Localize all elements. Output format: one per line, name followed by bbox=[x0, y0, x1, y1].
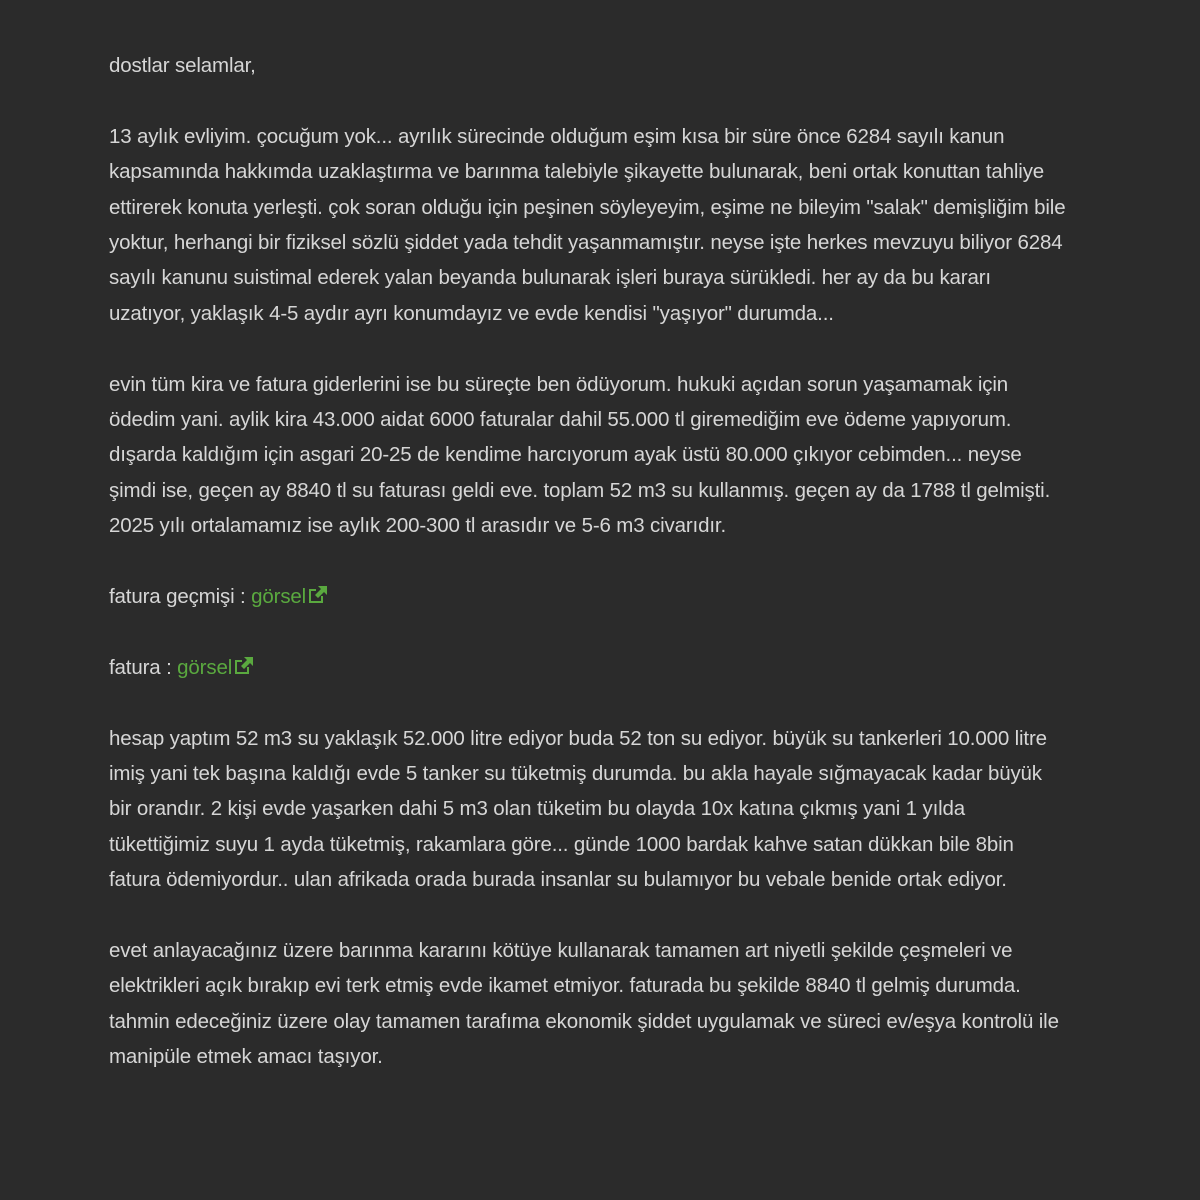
greeting-text: dostlar selamlar, bbox=[109, 54, 256, 77]
paragraph-4: evet anlayacağınız üzere barınma kararını kötüye kullanarak tamamen art niyetli şekilde çeşmeleri ve elektrikleri açık bırakıp evi terk etmiş evde ikamet etmiyor. faturada bu şekilde 8840 tl gelmiş durumda. tahmin edeceğiniz üzere olay tamamen tarafıma ekonomik şiddet uygulamak ve süreci ev/eşya kontrolü ile manipüle etmek amacı taşıyor. bbox=[109, 939, 1059, 1069]
post-content bbox=[109, 48, 1069, 1110]
bill-history-line bbox=[109, 579, 1069, 614]
paragraph-3: hesap yaptım 52 m3 su yaklaşık 52.000 litre ediyor buda 52 ton su ediyor. büyük su tankerleri 10.000 litre imiş yani tek başına kaldığı evde 5 tanker su tüketmiş durumda. bu akla hayale sığmayacak kadar büyük bir orandır. 2 kişi evde yaşarken dahi 5 m3 olan tüketim bu olayda 10x katına çıkmış yani 1 yılda tükettiğimiz suyu 1 ayda tüketmiş, rakamlara göre... günde 1000 bardak kahve satan dükkan bile 8bin fatura ödemiyordur.. ulan afrikada orada burada insanlar su bulamıyor bu vebale benide ortak ediyor. bbox=[109, 726, 1047, 892]
external-link-icon[interactable] bbox=[307, 585, 329, 605]
bill-line bbox=[109, 650, 1069, 685]
bill-history-image-link[interactable] bbox=[251, 585, 329, 608]
bill-image-link[interactable] bbox=[177, 656, 255, 679]
paragraph-1: 13 aylık evliyim. çocuğum yok... ayrılık sürecinde olduğum eşim kısa bir süre önce 6284 sayılı kanun kapsamında hakkımda uzaklaştırma ve barınma talebiyle şikayette bulunarak, beni ortak konuttan tahliye ettirerek konuta yerleşti. çok soran olduğu için peşinen söyleyeyim, eşime ne bileyim "salak" demişliğim bile yoktur, herhangi bir fiziksel sözlü şiddet yada tehdit yaşanmamıştır. neyse işte herkes mevzuyu biliyor 6284 sayılı kanunu suistimal ederek yalan beyanda bulunarak işleri buraya sürükledi. her ay da bu kararı uzatıyor, yaklaşık 4-5 aydır ayrı konumdayız ve evde kendisi "yaşıyor" durumda... bbox=[109, 124, 1066, 325]
external-link-icon[interactable] bbox=[233, 656, 255, 676]
bill-history-label: fatura geçmişi : bbox=[109, 585, 252, 609]
bill-label: fatura : bbox=[109, 655, 178, 679]
bill-link-text[interactable]: görsel bbox=[177, 655, 233, 679]
bill-history-link-text[interactable]: görsel bbox=[251, 585, 307, 609]
paragraph-2: evin tüm kira ve fatura giderlerini ise bu süreçte ben ödüyorum. hukuki açıdan sorun yaşamamak için ödedim yani. aylik kira 43.000 aidat 6000 faturalar dahil 55.000 tl giremediğim eve ödeme yapıyorum. dışarda kaldığım için asgari 20-25 de kendime harcıyorum ayak üstü 80.000 çıkıyor cebimden... neyse şimdi ise, geçen ay 8840 tl su faturası geldi eve. toplam 52 m3 su kullanmış. geçen ay da 1788 tl gelmişti. 2025 yılı ortalamamız ise aylık 200-300 tl arasıdır ve 5-6 m3 civarıdır. bbox=[109, 372, 1051, 538]
